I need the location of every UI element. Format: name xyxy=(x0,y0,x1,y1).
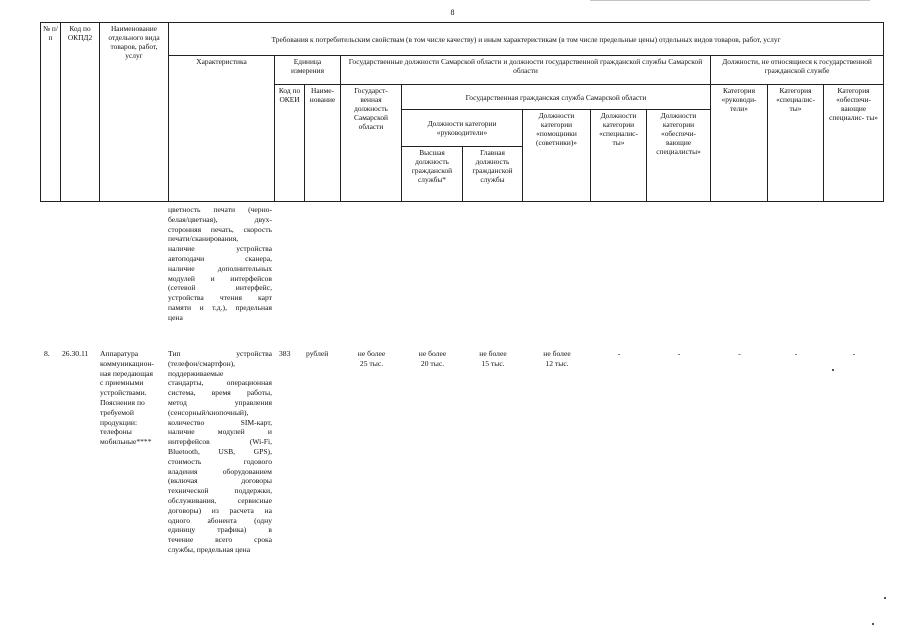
gov-samara-header: Государст- венная должность Самарской области xyxy=(341,85,402,202)
non-civil-header: Должности, не относящиеся к государственной гражданской службе xyxy=(711,56,884,85)
unit-code-header: Код по ОКЕИ xyxy=(275,85,305,202)
gov-positions-header: Государственные должности Самарской области и должности государственной гражданской службы Самарской области xyxy=(341,56,711,85)
assistants-header: Должности категории «помощники (советники)» xyxy=(523,110,591,202)
row8-gov-samara-limit: не более 25 тыс. xyxy=(357,349,386,368)
header-table xyxy=(40,22,884,202)
civil-service-header: Государственная гражданская служба Самарской области xyxy=(402,85,711,110)
scan-edge-line xyxy=(590,0,870,1)
characteristic-header: Характеристика xyxy=(169,56,275,202)
row8-specialists-dash: - xyxy=(617,349,621,358)
row8-main-limit: не более 15 тыс. xyxy=(479,349,507,368)
col-okpd-header: Код по ОКПД2 xyxy=(61,23,100,202)
specialists-header: Должности категории «специалис- ты» xyxy=(591,110,647,202)
scan-speck xyxy=(884,597,886,599)
col-num-header: № п/п xyxy=(41,23,61,202)
row8-okei: 383 xyxy=(279,349,291,358)
highest-header: Высшая должность гражданской службы* xyxy=(402,147,463,202)
row8-cat-support-dash: - xyxy=(852,349,856,358)
cat-leaders-header: Категория «руководи- тели» xyxy=(711,85,768,202)
cat-specialists-header: Категория «специалис- ты» xyxy=(768,85,824,202)
unit-name-header: Наиме- нование xyxy=(305,85,341,202)
row8-highest-limit: не более 20 тыс. xyxy=(418,349,447,368)
requirements-header: Требования к потребительским свойствам (в том числе качеству) и иным характеристикам (в том числе предельные цены) отдельных видов товаров, работ, услуг xyxy=(169,23,884,56)
cat-support-header: Категория «обеспечи- вающие специалис- ты» xyxy=(824,85,884,202)
prev-characteristic: цветность печати (черно- белая/цветная), двух- сторонняя печать, скорость печати/сканирования, наличие устройства автоподачи сканера, наличие дополнительных модулей и интерфейсов (сетевой интерфейс, устройства чтения карт памяти и т.д.), предельная цена xyxy=(168,205,272,322)
row8-characteristic: Тип устройства (телефон/смартфон), поддерживаемые стандарты, операционная система, время работы, метод управления (сенсорный/кнопочный), количество SIM-карт, наличие модулей и интерфейсов (Wi-Fi, Bluetooth, USB, GPS), стоимость годового владения оборудованием (включая договоры технической поддержки, обслуживания, сервисные договоры) из расчета на одного абонента (одну единицу трафика) в течение всего срока службы, предельная цена xyxy=(168,349,272,554)
row8-name: Аппаратура коммуникацион- ная передающая с приемными устройствами. Пояснения по требуемой продукции: телефоны мобильные**** xyxy=(100,349,154,447)
row8-cat-specialists-dash: - xyxy=(794,349,798,358)
support-header: Должности категории «обеспечи- вающие специалисты» xyxy=(647,110,711,202)
row8-cat-leaders-dash: - xyxy=(738,349,741,358)
row8-assistants-limit: не более 12 тыс. xyxy=(543,349,571,368)
row8-num: 8. xyxy=(44,349,50,358)
scan-speck xyxy=(872,623,874,625)
main-header: Главная должность гражданской службы xyxy=(463,147,523,202)
leaders-cat-header: Должности категории «руководители» xyxy=(402,110,523,147)
page-number: 8 xyxy=(450,8,455,17)
unit-header: Единица измерения xyxy=(275,56,341,85)
row8-support-dash: - xyxy=(677,349,681,358)
scan-speck xyxy=(832,369,834,371)
row8-okpd: 26.30.11 xyxy=(62,349,89,358)
col-name-header: Наименование отдельного вида товаров, работ, услуг xyxy=(100,23,169,202)
row8-unit: рублей xyxy=(306,349,329,358)
